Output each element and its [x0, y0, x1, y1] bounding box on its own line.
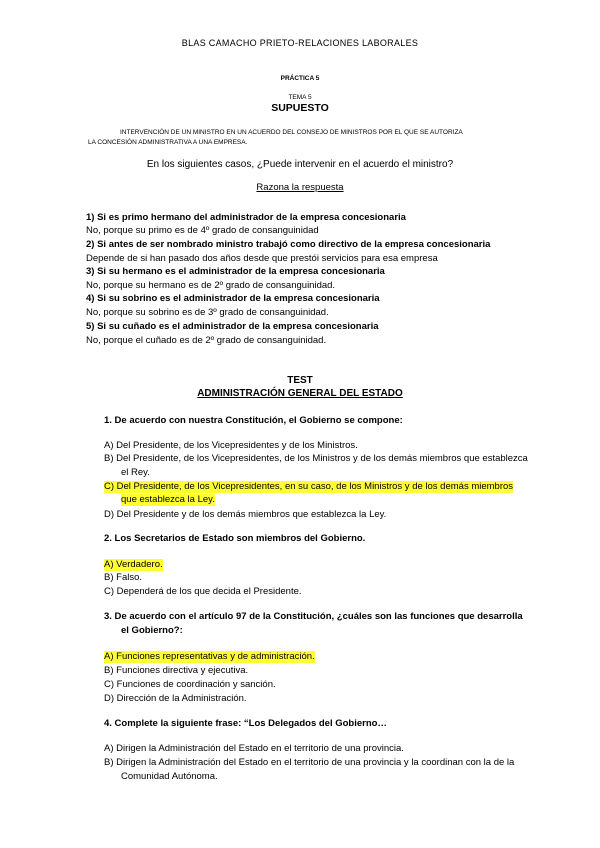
case-question-2: 2) Si antes de ser nombrado ministro trabajó como directivo de la empresa concesionaria [86, 239, 491, 250]
test-question-3: 3. De acuerdo con el artículo 97 de la Constitución, ¿cuáles son las funciones que desarrolla [104, 611, 523, 622]
test-title: TEST [287, 375, 313, 386]
case-question-5: 5) Si su cuñado es el administrador de la empresa concesionaria [86, 321, 379, 332]
case-answer-1: No, porque su primo es de 4º grado de consanguinidad [86, 225, 319, 236]
test-question-3-cont: el Gobierno?: [121, 625, 183, 636]
case-question-3: 3) Si su hermano es el administrador de la empresa concesionaria [86, 266, 385, 277]
practice-label: PRÁCTICA 5 [280, 75, 320, 82]
q3-option-b: B) Funciones directiva y ejecutiva. [104, 665, 249, 676]
q1-option-b: B) Del Presidente, de los Vicepresidentes, de los Ministros y de los demás miembros que establezca [104, 453, 528, 464]
q4-option-a: A) Dirigen la Administración del Estado en el territorio de una provincia. [104, 743, 404, 754]
topic-label: TEMA 5 [288, 94, 312, 101]
test-question-2: 2. Los Secretarios de Estado son miembros del Gobierno. [104, 533, 366, 544]
q1-option-c-highlighted: C) Del Presidente, de los Vicepresidentes, en su caso, de los Ministros y de los demás miembros [104, 481, 514, 492]
q1-option-d: D) Del Presidente y de los demás miembros que establezca la Ley. [104, 509, 387, 520]
case-answer-4: No, porque su sobrino es de 3º grado de consanguinidad. [86, 307, 329, 318]
test-question-4: 4. Complete la siguiente frase: “Los Delegados del Gobierno… [104, 718, 387, 729]
case-question: En los siguientes casos, ¿Puede intervenir en el acuerdo el ministro? [146, 159, 454, 170]
case-question-4: 4) Si su sobrino es el administrador de la empresa concesionaria [86, 293, 380, 304]
case-question-1: 1) Si es primo hermano del administrador de la empresa concesionaria [86, 212, 406, 223]
q1-option-c-cont: que establezca la Ley. [121, 494, 215, 505]
q3-option-c: C) Funciones de coordinación y sanción. [104, 679, 276, 690]
test-question-1: 1. De acuerdo con nuestra Constitución, el Gobierno se compone: [104, 415, 403, 426]
intro-line-1: INTERVENCIÓN DE UN MINISTRO EN UN ACUERDO DEL CONSEJO DE MINISTROS POR EL QUE SE AUTORIZA [120, 129, 463, 136]
q1-option-b-cont: el Rey. [121, 467, 150, 478]
q2-option-c: C) Dependerá de los que decida el Presidente. [104, 586, 302, 597]
document-header: BLAS CAMACHO PRIETO-RELACIONES LABORALES [181, 38, 419, 48]
case-answer-3: No, porque su hermano es de 2º grado de consanguinidad. [86, 280, 336, 291]
case-answer-2: Depende de si han pasado dos años desde que prestói servicios para esa empresa [86, 253, 438, 264]
q3-option-a-highlighted: A) Funciones representativas y de administración. [104, 651, 315, 662]
q1-option-a: A) Del Presidente, de los Vicepresidentes y de los Ministros. [104, 440, 358, 451]
case-title: SUPUESTO [271, 102, 329, 114]
intro-line-2: LA CONCESIÓN ADMINISTRATIVA A UNA EMPRESA. [88, 139, 248, 146]
q2-option-a-highlighted: A) Verdadero. [104, 559, 163, 570]
q4-option-b-cont: Comunidad Autónoma. [121, 771, 218, 782]
q4-option-b: B) Dirigen la Administración del Estado en el territorio de una provincia y la coordinan con la de la [104, 757, 515, 768]
q2-option-b: B) Falso. [104, 572, 143, 583]
case-answer-5: No, porque el cuñado es de 2º grado de consanguinidad. [86, 335, 327, 346]
q3-option-d: D) Dirección de la Administración. [104, 693, 247, 704]
case-instruction: Razona la respuesta [256, 182, 344, 193]
test-subtitle: ADMINISTRACIÓN GENERAL DEL ESTADO [197, 388, 403, 399]
